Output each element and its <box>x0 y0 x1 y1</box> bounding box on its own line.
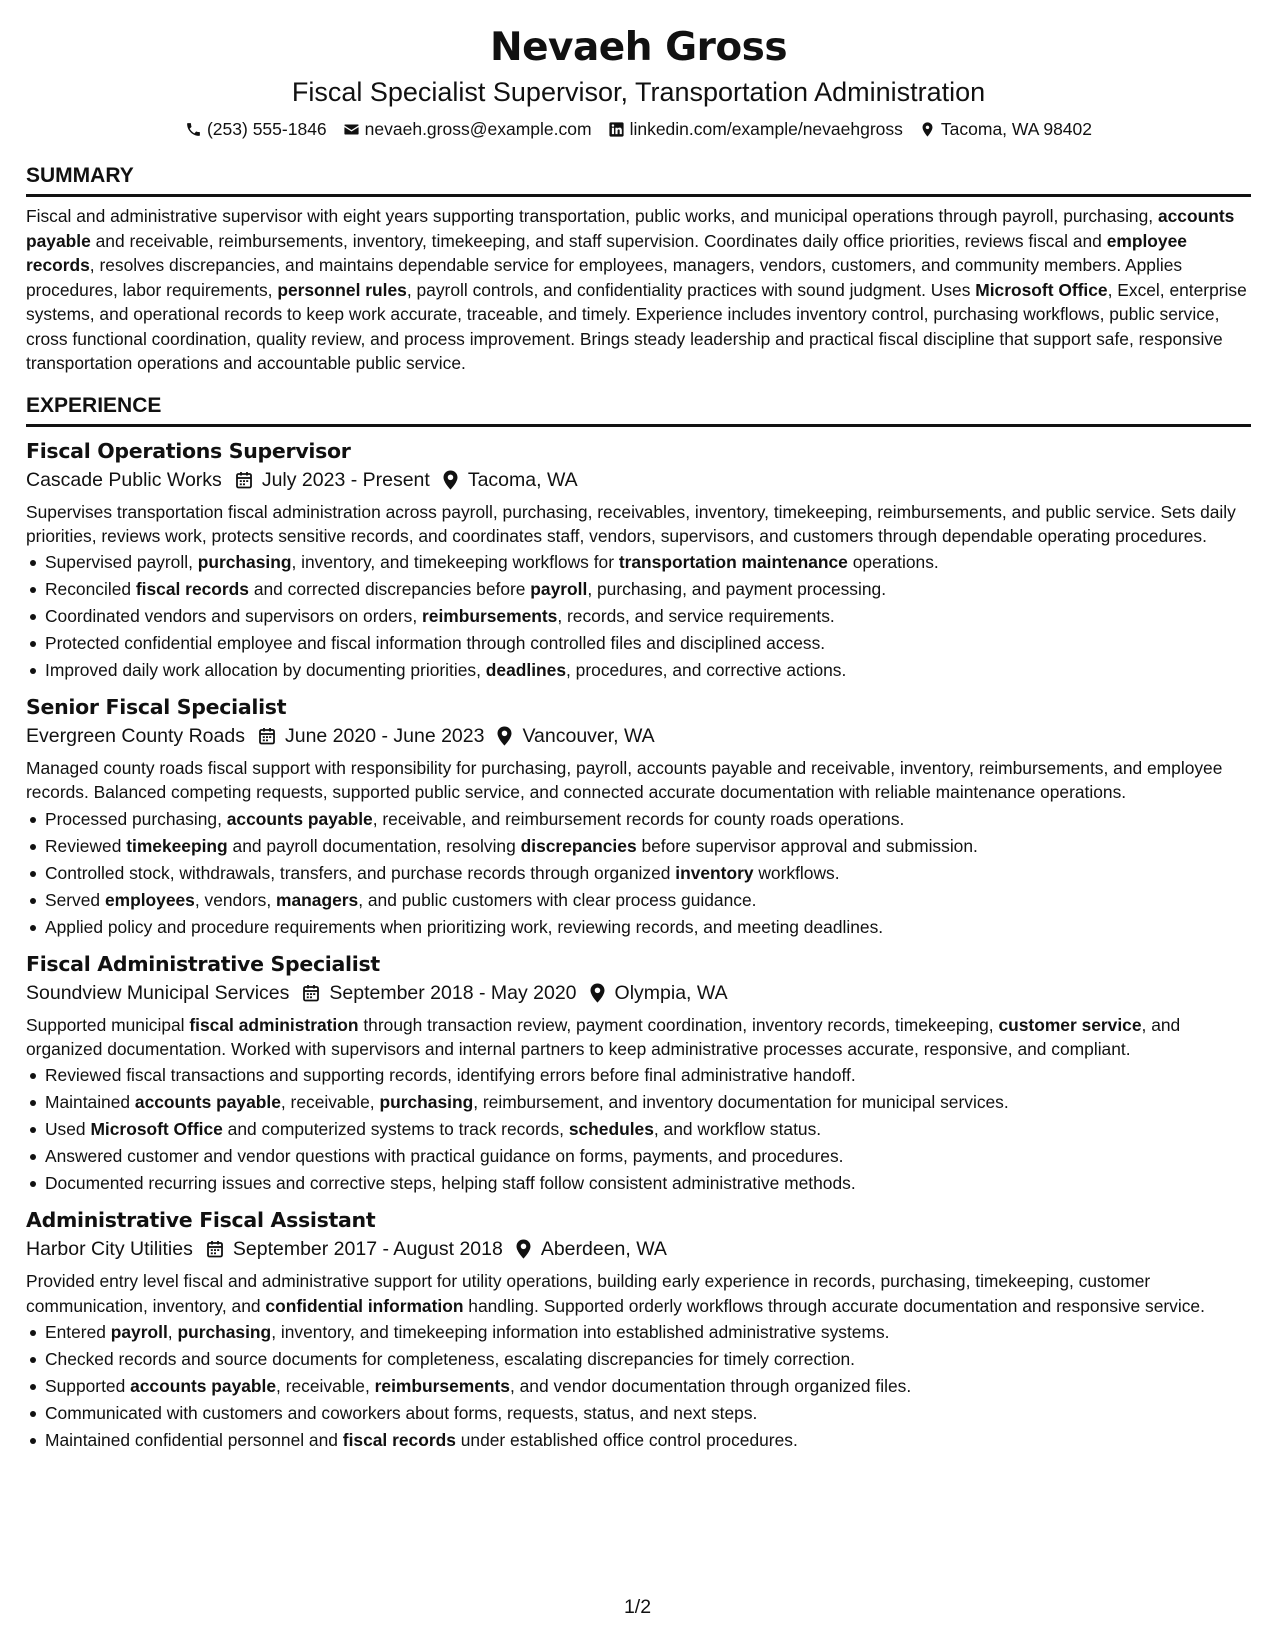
keyword-highlight: inventory <box>675 862 754 883</box>
keyword-highlight: fiscal records <box>135 579 249 600</box>
job-meta <box>26 722 1251 750</box>
bullet-item: Maintained confidential personnel and fiscal records under established office control procedures. <box>26 1427 1251 1454</box>
summary-section <box>26 163 1251 376</box>
job-summary: Provided entry level fiscal and administrative support for utility operations, building early experience in records, purchasing, timekeeping, customer communication, inventory, and confidential information handling. Supported orderly workflows through accurate documentation and responsive service. <box>26 1271 1205 1316</box>
job-location: Olympia, WA <box>614 981 728 1004</box>
envelope-icon <box>343 121 360 138</box>
job-meta <box>26 1235 1251 1263</box>
map-pin-icon <box>919 121 936 138</box>
bullet-item: Protected confidential employee and fiscal information through controlled files and disciplined access. <box>26 630 1251 657</box>
keyword-highlight: customer service <box>998 1014 1142 1035</box>
job-meta <box>26 466 1251 494</box>
bullet-item: Maintained accounts payable, receivable, purchasing, reimbursement, and inventory documentation for municipal services. <box>26 1089 1251 1116</box>
phone-icon <box>185 121 202 138</box>
keyword-highlight: transportation maintenance <box>618 552 848 573</box>
keyword-highlight: personnel rules <box>277 279 407 300</box>
contact-bar <box>26 118 1251 140</box>
keyword-highlight: accounts payable <box>226 808 373 829</box>
bullet-item: Reviewed timekeeping and payroll documentation, resolving discrepancies before supervisor approval and submission. <box>26 833 1251 860</box>
job-company: Soundview Municipal Services <box>26 981 290 1004</box>
keyword-highlight: Microsoft Office <box>975 279 1108 300</box>
job-bullets <box>26 1062 1251 1197</box>
keyword-highlight: accounts payable <box>134 1092 281 1113</box>
experience-heading: EXPERIENCE <box>26 393 1251 427</box>
keyword-highlight: purchasing <box>197 552 292 573</box>
keyword-highlight: purchasing <box>379 1092 474 1113</box>
bullet-item: Checked records and source documents for completeness, escalating discrepancies for timely correction. <box>26 1346 1251 1373</box>
job-title: Fiscal Administrative Specialist <box>26 951 380 976</box>
job-title: Fiscal Operations Supervisor <box>26 438 351 463</box>
bullet-item: Used Microsoft Office and computerized systems to track records, schedules, and workflow status. <box>26 1116 1251 1143</box>
keyword-highlight: schedules <box>568 1119 654 1140</box>
calendar-icon <box>301 983 321 1003</box>
keyword-highlight: employees <box>104 889 195 910</box>
bullet-item: Supervised payroll, purchasing, inventory, and timekeeping workflows for transportation maintenance operations. <box>26 549 1251 576</box>
summary-heading: SUMMARY <box>26 163 1251 197</box>
job-title: Administrative Fiscal Assistant <box>26 1208 376 1233</box>
contact-linkedin[interactable] <box>608 118 903 140</box>
map-pin-icon <box>496 726 513 746</box>
job-location: Tacoma, WA <box>467 468 578 491</box>
keyword-highlight: employee records <box>26 230 1187 275</box>
job-dates: June 2020 - June 2023 <box>284 725 485 748</box>
contact-phone-text: (253) 555-1846 <box>206 119 327 139</box>
contact-linkedin-text: linkedin.com/example/nevaehgross <box>629 119 903 139</box>
calendar-icon <box>234 470 254 490</box>
keyword-highlight: discrepancies <box>520 835 637 856</box>
bullet-item: Improved daily work allocation by documenting priorities, deadlines, procedures, and corrective actions. <box>26 657 1251 684</box>
bullet-item: Entered payroll, purchasing, inventory, and timekeeping information into established administrative systems. <box>26 1319 1251 1346</box>
job-location: Vancouver, WA <box>522 725 655 748</box>
job-dates: September 2017 - August 2018 <box>232 1238 503 1261</box>
bullet-item: Served employees, vendors, managers, and public customers with clear process guidance. <box>26 887 1251 914</box>
keyword-highlight: fiscal administration <box>189 1014 359 1035</box>
job-entry <box>26 693 1251 941</box>
keyword-highlight: reimbursements <box>422 606 558 627</box>
bullet-item: Reviewed fiscal transactions and supporting records, identifying errors before final administrative handoff. <box>26 1062 1251 1089</box>
keyword-highlight: accounts payable <box>130 1375 277 1396</box>
linkedin-icon <box>608 121 625 138</box>
contact-phone[interactable] <box>185 118 327 140</box>
map-pin-icon <box>589 983 606 1003</box>
map-pin-icon <box>442 470 459 490</box>
keyword-highlight: timekeeping <box>126 835 228 856</box>
keyword-highlight: payroll <box>530 579 588 600</box>
job-summary: Supervises transportation fiscal administration across payroll, purchasing, receivables, inventory, timekeeping, reimbursements, and public service. Sets daily priorities, reviews work, protects sensitive records, and coordinates staff, vendors, supervisors, and customers through dependable operating procedures. <box>26 501 1236 546</box>
experience-list <box>26 437 1251 1454</box>
bullet-item: Documented recurring issues and corrective steps, helping staff follow consistent administrative methods. <box>26 1170 1251 1197</box>
keyword-highlight: purchasing <box>177 1321 272 1342</box>
bullet-item: Processed purchasing, accounts payable, receivable, and reimbursement records for county roads operations. <box>26 806 1251 833</box>
contact-location-text: Tacoma, WA 98402 <box>940 119 1093 139</box>
job-entry <box>26 1206 1251 1454</box>
keyword-highlight: reimbursements <box>374 1375 510 1396</box>
contact-location <box>919 118 1092 140</box>
job-entry <box>26 950 1251 1198</box>
job-title: Senior Fiscal Specialist <box>26 695 287 720</box>
job-bullets <box>26 549 1251 684</box>
job-dates: September 2018 - May 2020 <box>329 981 577 1004</box>
bullet-item: Coordinated vendors and supervisors on orders, reimbursements, records, and service requirements. <box>26 603 1251 630</box>
keyword-highlight: managers <box>276 889 359 910</box>
experience-section <box>26 393 1251 1454</box>
keyword-highlight: Microsoft Office <box>90 1119 223 1140</box>
map-pin-icon <box>515 1239 532 1259</box>
contact-email-text: nevaeh.gross@example.com <box>364 119 592 139</box>
bullet-item: Controlled stock, withdrawals, transfers, and purchase records through organized inventory workflows. <box>26 860 1251 887</box>
job-summary: Supported municipal fiscal administration through transaction review, payment coordination, inventory records, timekeeping, customer service, and organized documentation. Worked with supervisors and internal partners to keep administrative processes accurate, responsive, and compliant. <box>26 1014 1181 1059</box>
contact-email[interactable] <box>343 118 592 140</box>
keyword-highlight: deadlines <box>485 660 567 681</box>
bullet-item: Communicated with customers and coworkers about forms, requests, status, and next steps. <box>26 1400 1251 1427</box>
keyword-highlight: accounts payable <box>26 206 1235 251</box>
job-bullets <box>26 806 1251 941</box>
page-number: 1/2 <box>623 1596 652 1618</box>
bullet-item: Answered customer and vendor questions with practical guidance on forms, payments, and procedures. <box>26 1143 1251 1170</box>
bullet-item: Reconciled fiscal records and corrected discrepancies before payroll, purchasing, and payment processing. <box>26 576 1251 603</box>
resume-page <box>26 22 1251 1454</box>
calendar-icon <box>257 726 277 746</box>
job-entry <box>26 437 1251 685</box>
summary-text: Fiscal and administrative supervisor with eight years supporting transportation, public works, and municipal operations through payroll, purchasing, accounts payable and receivable, reimbursements, inventory, timekeeping, and staff supervision. Coordinates daily office priorities, reviews fiscal and employee records, resolves discrepancies, and maintains dependable service for employees, managers, vendors, customers, and community members. Applies procedures, labor requirements, personnel rules, payroll controls, and confidentiality practices with sound judgment. Uses Microsoft Office, Excel, enterprise systems, and operational records to keep work accurate, traceable, and timely. Experience includes inventory control, purchasing workflows, public service, cross functional coordination, quality review, and process improvement. Brings steady leadership and practical fiscal discipline that support safe, responsive transportation operations and accountable public service. <box>26 206 1247 373</box>
job-summary: Managed county roads fiscal support with responsibility for purchasing, payroll, accounts payable and receivable, inventory, reimbursements, and employee records. Balanced competing requests, supported public service, and connected accurate documentation with reliable maintenance operations. <box>26 758 1223 803</box>
calendar-icon <box>205 1239 225 1259</box>
job-company: Evergreen County Roads <box>26 725 245 748</box>
job-location: Aberdeen, WA <box>540 1238 667 1261</box>
job-company: Cascade Public Works <box>26 468 222 491</box>
job-dates: July 2023 - Present <box>261 468 430 491</box>
bullet-item: Applied policy and procedure requirements when prioritizing work, reviewing records, and meeting deadlines. <box>26 914 1251 941</box>
resume-header <box>26 22 1251 140</box>
job-meta <box>26 979 1251 1007</box>
job-bullets <box>26 1319 1251 1454</box>
keyword-highlight: payroll <box>110 1321 168 1342</box>
bullet-item: Supported accounts payable, receivable, reimbursements, and vendor documentation through organized files. <box>26 1373 1251 1400</box>
keyword-highlight: fiscal records <box>342 1429 456 1450</box>
candidate-name: Nevaeh Gross <box>489 25 788 70</box>
candidate-title: Fiscal Specialist Supervisor, Transportation Administration <box>291 77 986 107</box>
keyword-highlight: confidential information <box>265 1295 464 1316</box>
job-company: Harbor City Utilities <box>26 1238 193 1261</box>
